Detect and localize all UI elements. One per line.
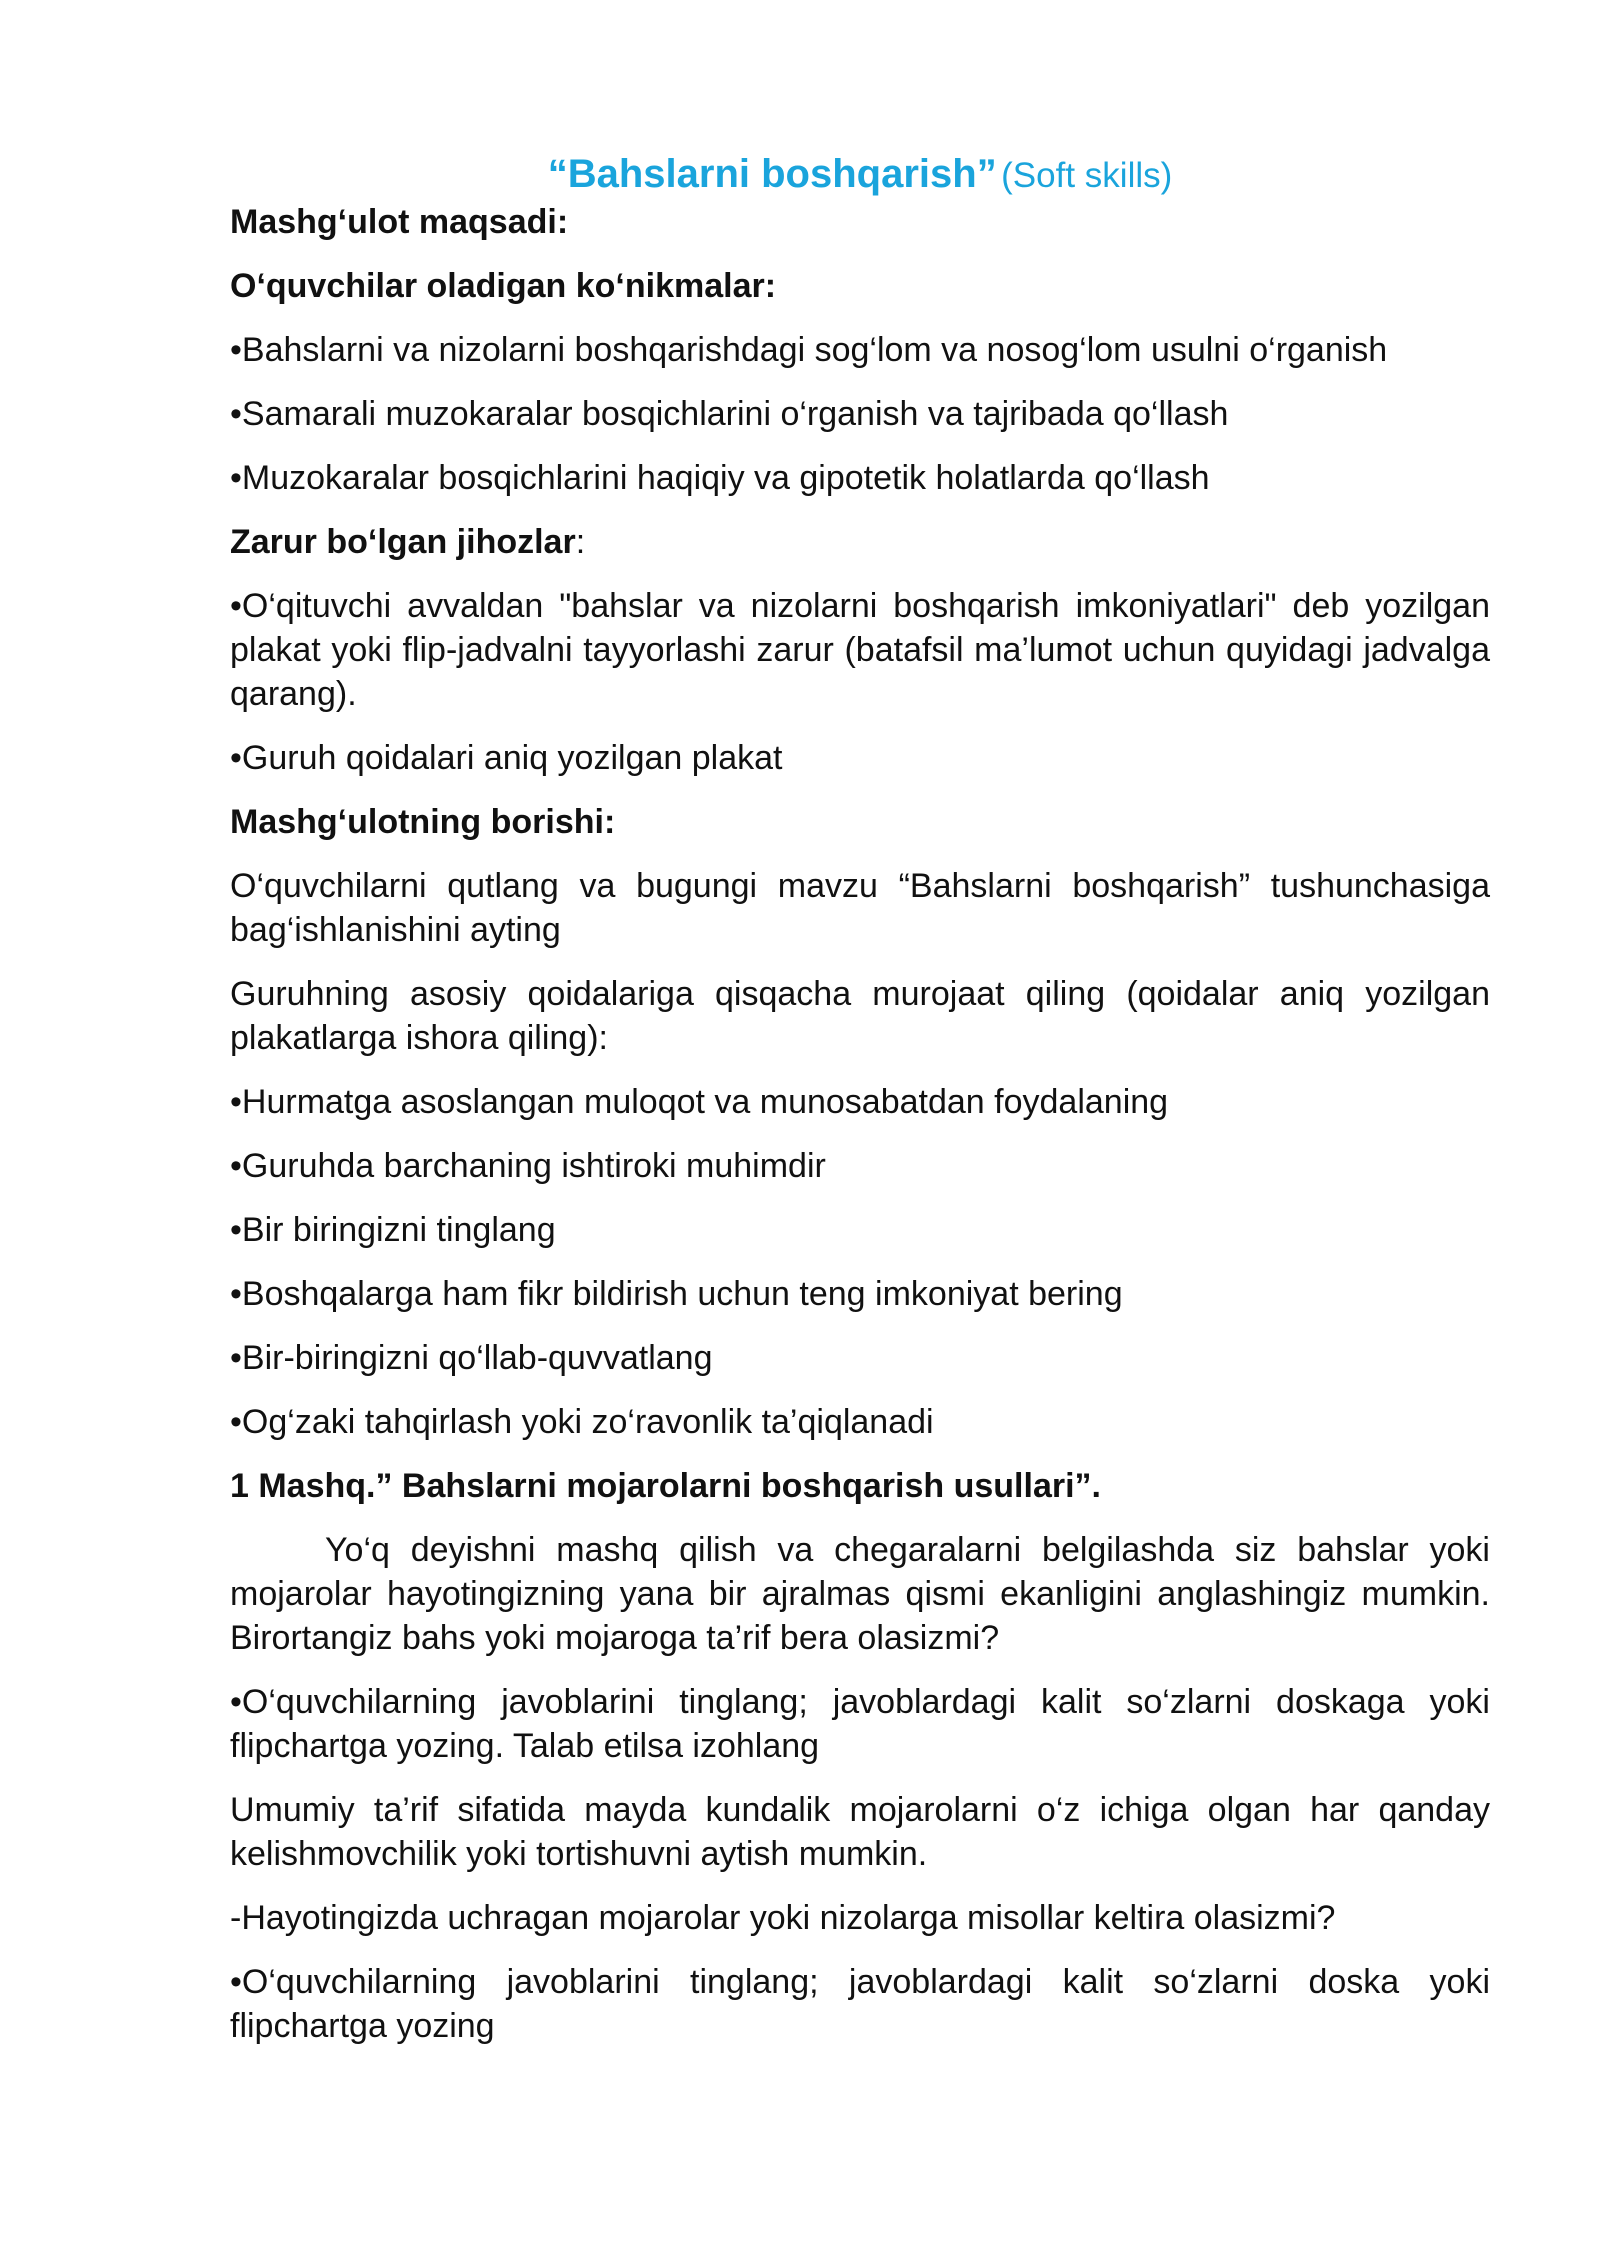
section-heading-procedure: Mashg‘ulotning borishi: [230,803,616,841]
question-line: -Hayotingizda uchragan mojarolar yoki nizolarga misollar keltira olasizmi? [230,1899,1336,1937]
document-title [230,150,1490,198]
list-item: •Bahslarni va nizolarni boshqarishdagi sog‘lom va nosog‘lom usulni o‘rganish [230,331,1388,369]
list-item: •Bir biringizni tinglang [230,1211,556,1249]
paragraph: Umumiy ta’rif sifatida mayda kundalik mojarolarni o‘z ichiga olgan har qanday kelishmovchilik yoki tortishuvni aytish mumkin. [230,1791,1490,1873]
document-page [230,150,1490,2068]
heading-text: Zarur bo‘lgan jihozlar [230,523,576,561]
heading-colon: : [575,523,586,561]
list-item: •Og‘zaki tahqirlash yoki zo‘ravonlik ta’qiqlanadi [230,1403,934,1441]
list-item: •Samarali muzokaralar bosqichlarini o‘rganish va tajribada qo‘llash [230,395,1229,433]
section-heading-skills: O‘quvchilar oladigan ko‘nikmalar: [230,267,777,305]
section-heading-goal: Mashg‘ulot maqsadi: [230,203,569,241]
section-heading-exercise-1: 1 Mashq.” Bahslarni mojarolarni boshqarish usullari”. [230,1467,1101,1505]
title-main: “Bahslarni boshqarish” [547,152,997,196]
list-item: •Bir-biringizni qo‘llab-quvvatlang [230,1339,713,1377]
paragraph: O‘quvchilarni qutlang va bugungi mavzu “Bahslarni boshqarish” tushunchasiga bag‘ishlanishini ayting [230,867,1490,949]
list-item: •O‘quvchilarning javoblarini tinglang; javoblardagi kalit so‘zlarni doskaga yoki flipchartga yozing. Talab etilsa izohlang [230,1683,1490,1765]
list-item: •Guruh qoidalari aniq yozilgan plakat [230,739,783,777]
list-item: •Muzokaralar bosqichlarini haqiqiy va gipotetik holatlarda qo‘llash [230,459,1210,497]
list-item: •Guruhda barchaning ishtiroki muhimdir [230,1147,826,1185]
paragraph: Yo‘q deyishni mashq qilish va chegaralarni belgilashda siz bahslar yoki mojarolar hayotingizning yana bir ajralmas qismi ekanligini anglashingiz mumkin. Birortangiz bahs yoki mojaroga ta’rif bera olasizmi? [230,1531,1490,1657]
list-item: •O‘qituvchi avvaldan "bahslar va nizolarni boshqarish imkoniyatlari" deb yozilgan plakat yoki flip-jadvalni tayyorlashi zarur (batafsil ma’lumot uchun quyidagi jadvalga qarang). [230,587,1490,713]
paragraph: Guruhning asosiy qoidalariga qisqacha murojaat qiling (qoidalar aniq yozilgan plakatlarga ishora qiling): [230,975,1490,1057]
section-heading-equipment [230,520,1490,564]
title-subtitle: (Soft skills) [1001,156,1173,195]
list-item: •Boshqalarga ham fikr bildirish uchun teng imkoniyat bering [230,1275,1123,1313]
list-item: •Hurmatga asoslangan muloqot va munosabatdan foydalaning [230,1083,1169,1121]
list-item: •O‘quvchilarning javoblarini tinglang; javoblardagi kalit so‘zlarni doska yoki flipchartga yozing [230,1963,1490,2045]
